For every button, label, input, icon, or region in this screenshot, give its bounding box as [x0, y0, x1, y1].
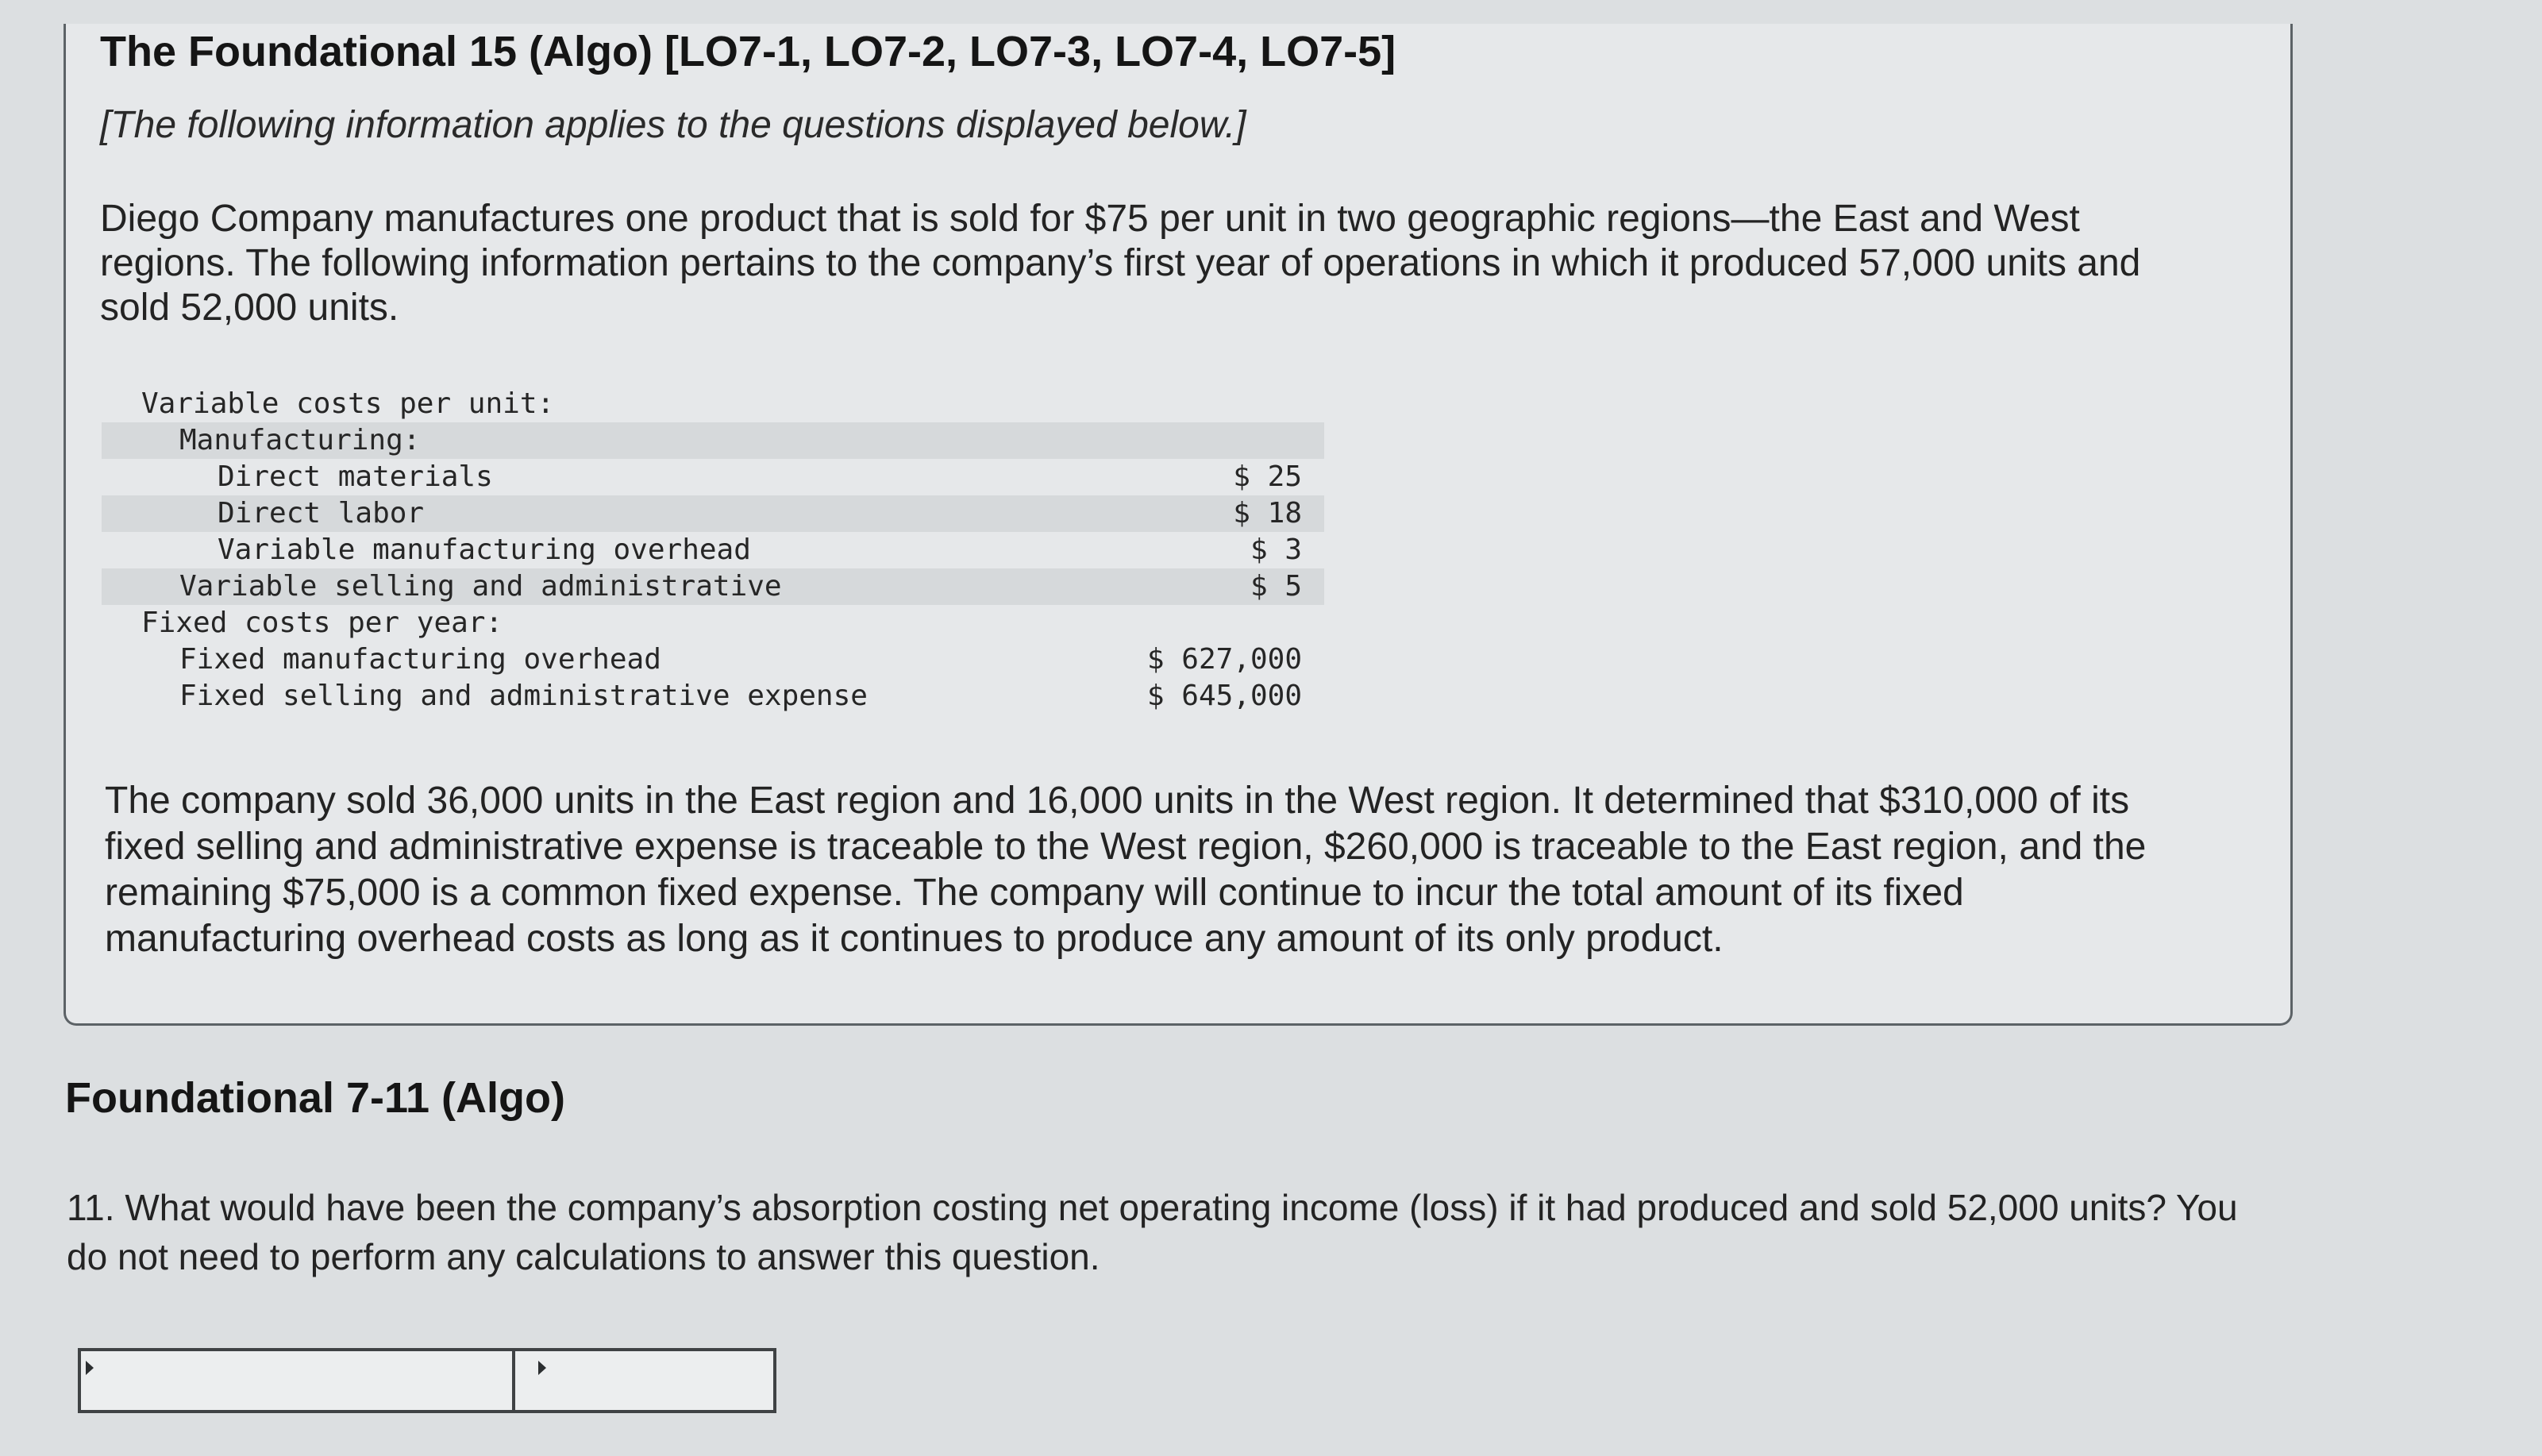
cost-row — [102, 678, 1324, 715]
question-text: 11. What would have been the company’s absorption costing net operating income (loss) if it had produced and sold 52,000 units? You do not need to perform any calculations to answer this question. — [67, 1187, 2238, 1277]
panel-title: The Foundational 15 (Algo) [LO7-1, LO7-2, LO7-3, LO7-4, LO7-5] — [100, 28, 1396, 75]
cost-row — [102, 422, 1324, 459]
cost-row — [102, 459, 1324, 495]
cost-row — [102, 641, 1324, 678]
cost-row-label: Manufacturing: — [179, 424, 421, 456]
cost-table — [102, 386, 1324, 715]
cost-row-value: $ 25 — [1233, 460, 1302, 493]
cost-row-value: $ 627,000 — [1146, 643, 1302, 676]
cost-row-label: Variable costs per unit: — [141, 387, 555, 420]
cost-row-value: $ 645,000 — [1146, 680, 1302, 712]
cost-row-label: Variable selling and administrative — [179, 570, 782, 603]
panel-subtitle: [The following information applies to the questions displayed below.] — [100, 104, 1246, 146]
cost-row-value: $ 5 — [1250, 570, 1302, 603]
answer-amount-input[interactable] — [515, 1351, 946, 1410]
question-heading: Foundational 7-11 (Algo) — [65, 1074, 565, 1122]
cost-row-label: Direct labor — [218, 497, 425, 530]
cost-row — [102, 386, 1324, 422]
cost-row — [102, 605, 1324, 641]
traceability-note: The company sold 36,000 units in the East region and 16,000 units in the West region. It determined that $310,000 of its fixed selling and administrative expense is traceable to the West region, $260,000 is traceable to the East region, and the remaining $75,000 is a common fixed expense. The company will continue to incur the total amount of its fixed manufacturing overhead costs as long as it continues to produce any amount of its only product. — [105, 780, 2147, 960]
answer-box — [78, 1348, 776, 1413]
dropdown-caret-icon — [86, 1361, 94, 1375]
cost-row — [102, 532, 1324, 568]
answer-label-input[interactable] — [81, 1351, 515, 1410]
dropdown-caret-icon — [538, 1361, 546, 1375]
cost-row-value: $ 3 — [1250, 533, 1302, 566]
cost-row — [102, 568, 1324, 605]
intro-paragraph: Diego Company manufactures one product that is sold for $75 per unit in two geographic regions—the East and West regions. The following information pertains to the company’s first year of operations in which it produced 57,000 units and sold 52,000 units. — [100, 198, 2141, 329]
cost-row-label: Fixed costs per year: — [141, 607, 503, 639]
cost-row-label: Fixed manufacturing overhead — [179, 643, 661, 676]
cost-row — [102, 495, 1324, 532]
cost-row-label: Direct materials — [218, 460, 493, 493]
cost-row-label: Variable manufacturing overhead — [218, 533, 751, 566]
cost-row-value: $ 18 — [1233, 497, 1302, 530]
cost-row-label: Fixed selling and administrative expense — [179, 680, 868, 712]
